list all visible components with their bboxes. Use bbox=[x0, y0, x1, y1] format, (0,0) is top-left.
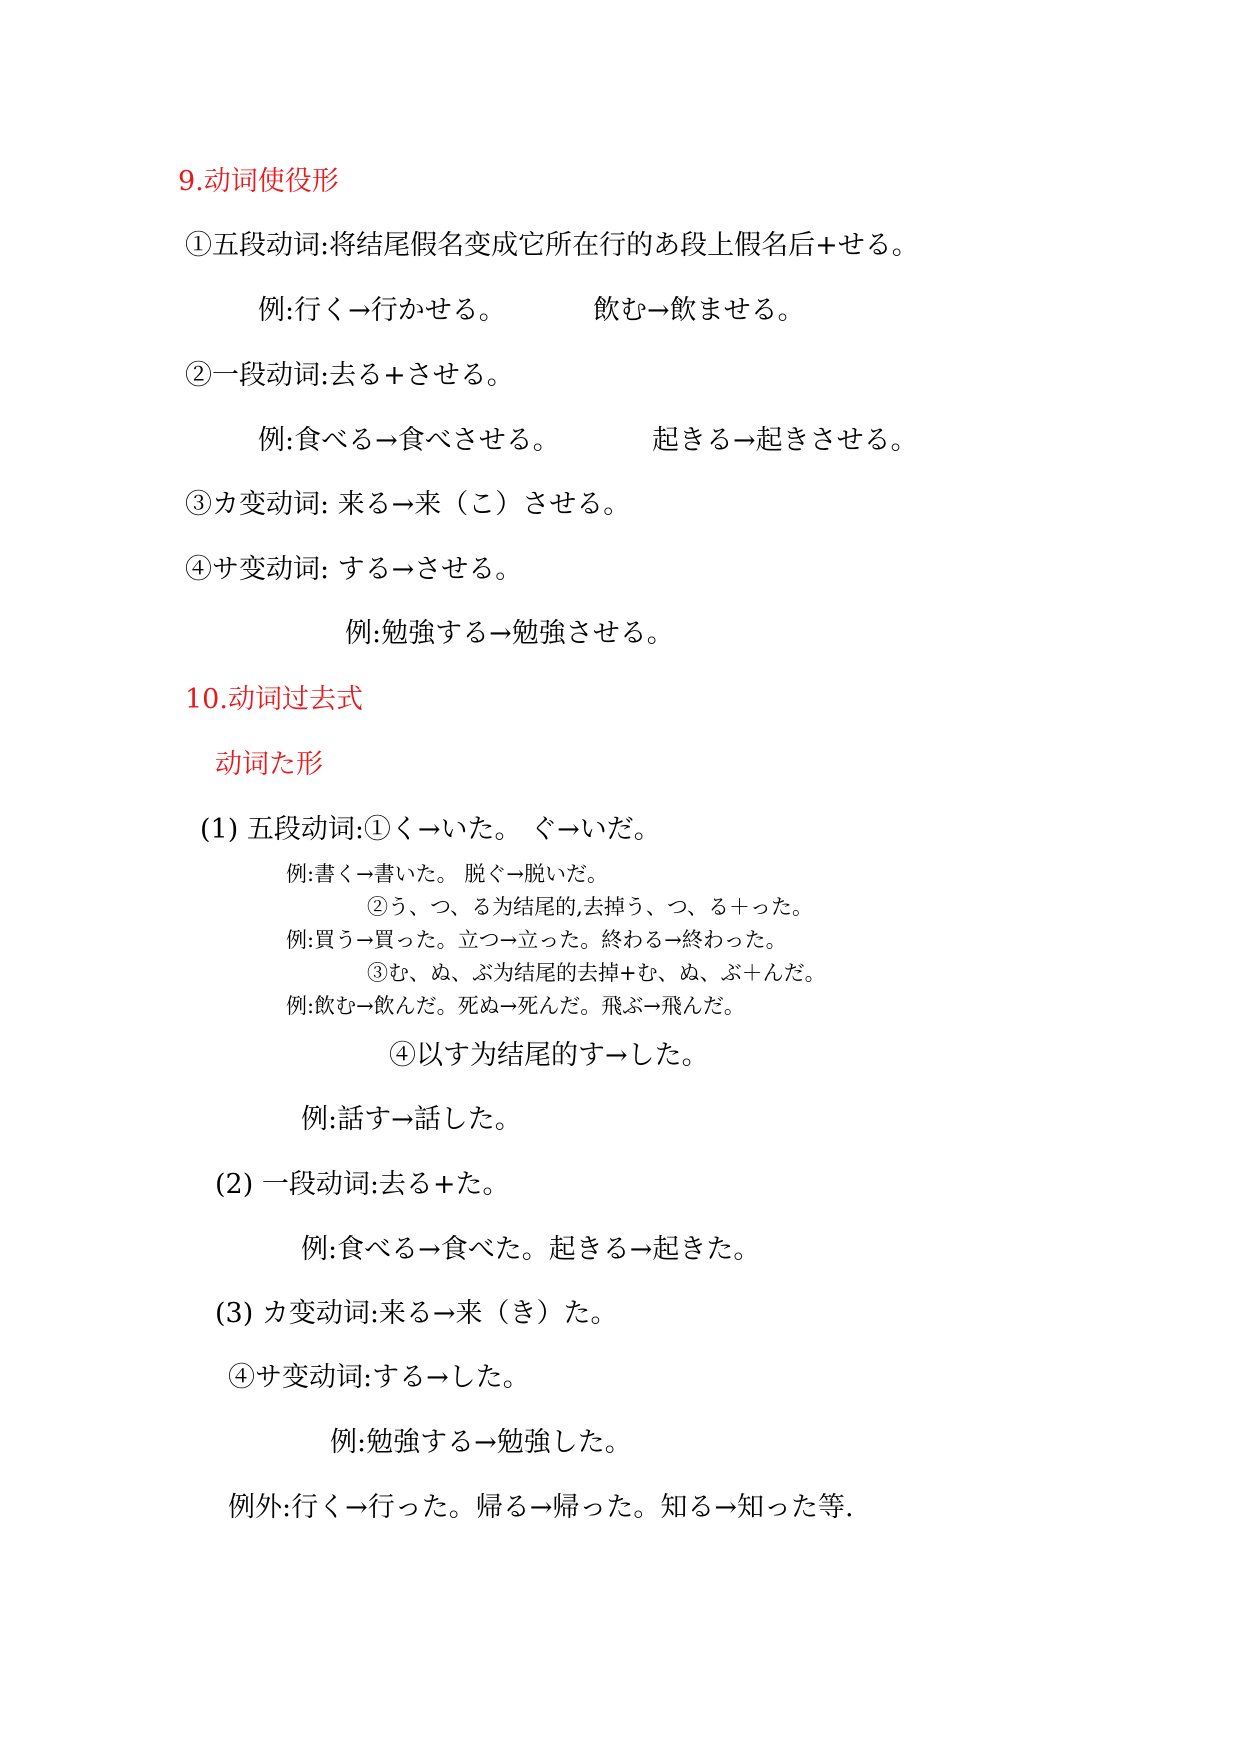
causative-kahen-rule: ③カ变动词: 来る→来（こ）させる。 bbox=[185, 489, 631, 520]
past-ichidan-example: 例:食べる→食べた。起きる→起きた。 bbox=[301, 1234, 761, 1265]
causative-ichidan-rule: ②一段动词:去る+させる。 bbox=[185, 360, 514, 391]
past-godan-rule-3: ③む、ぬ、ぶ为结尾的去掉+む、ぬ、ぶ＋んだ。 bbox=[367, 961, 826, 985]
causative-godan-example-2: 飲む→飲ませる。 bbox=[593, 295, 805, 326]
past-godan-example-3: 例:飲む→飲んだ。死ぬ→死んだ。飛ぶ→飛んだ。 bbox=[286, 994, 745, 1018]
causative-ichidan-example-2: 起きる→起きさせる。 bbox=[652, 425, 918, 456]
section-9-title: 9.动词使役形 bbox=[178, 166, 339, 197]
past-ichidan-rule: (2) 一段动词:去る+た。 bbox=[215, 1169, 510, 1200]
section-10-subtitle: 动词た形 bbox=[215, 749, 323, 780]
past-godan-example-2: 例:買う→買った。立つ→立った。終わる→終わった。 bbox=[286, 928, 787, 952]
past-godan-example-1: 例:書く→書いた。 脱ぐ→脱いだ。 bbox=[286, 862, 608, 886]
past-sahen-rule: ④サ变动词:する→した。 bbox=[228, 1362, 530, 1393]
past-godan-rule: (1) 五段动词:①く→いた。 ぐ→いだ。 bbox=[200, 814, 661, 845]
past-exceptions: 例外:行く→行った。帰る→帰った。知る→知った等. bbox=[228, 1492, 854, 1523]
causative-sahen-example: 例:勉強する→勉強させる。 bbox=[345, 618, 674, 649]
past-godan-rule-4: ④以す为结尾的す→した。 bbox=[389, 1040, 709, 1071]
past-godan-rule-2: ②う、つ、る为结尾的,去掉う、つ、る＋った。 bbox=[367, 895, 813, 919]
past-sahen-example: 例:勉強する→勉強した。 bbox=[330, 1427, 632, 1458]
causative-godan-example-1: 例:行く→行かせる。 bbox=[258, 295, 506, 326]
causative-godan-rule: ①五段动词:将结尾假名变成它所在行的あ段上假名后+せる。 bbox=[185, 230, 919, 261]
causative-ichidan-example-1: 例:食べる→食べさせる。 bbox=[258, 425, 560, 456]
past-kahen-rule: (3) カ变动词:来る→来（き）た。 bbox=[215, 1298, 618, 1329]
section-10-title: 10.动词过去式 bbox=[185, 684, 363, 715]
past-godan-example-4: 例:話す→話した。 bbox=[301, 1104, 522, 1135]
causative-sahen-rule: ④サ变动词: する→させる。 bbox=[185, 554, 523, 585]
